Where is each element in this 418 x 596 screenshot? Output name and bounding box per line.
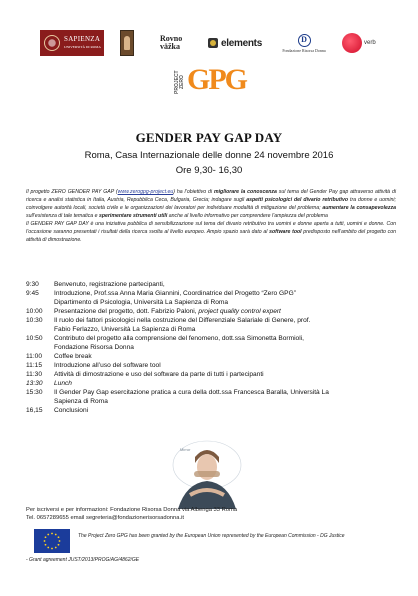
schedule-row: [26, 325, 396, 334]
risorsa-donna-logo: [278, 30, 330, 56]
schedule-time: 16,15: [26, 407, 43, 414]
intro-paragraph-2: Il GENDER PAY GAP DAY è una iniziativa pubblica di sensibilizzazione sul tema del divario retributivo tra uomini e donne aperta a tutti, uomini e donne. Con l’occasione saranno presentati i risultati della ricerca svolta al livello europeo. Ampio spazio sarà dato al software tool predisposto nell’ambito del progetto con attività di dimostrazione.: [26, 221, 396, 243]
eu-star: [45, 536, 47, 538]
risorsa-wordmark: Fondazione Risorsa Donna: [282, 47, 326, 53]
schedule-description: Lunch: [54, 380, 72, 387]
contact-info: [26, 506, 396, 522]
gpg-wordmark: GPG: [187, 63, 246, 96]
eu-flag-icon: [34, 529, 70, 553]
eu-grant-agreement: - Grant agreement JUST/2013/PROG/AG/4862/GE: [26, 557, 140, 563]
schedule-description: Fondazione Risorsa Donna: [54, 344, 134, 351]
schedule-time: 10:00: [26, 308, 43, 315]
eu-star: [55, 534, 57, 536]
schedule-time: 9:30: [26, 281, 39, 288]
schedule-row: [26, 298, 396, 307]
schedule-time: 11:30: [26, 371, 43, 378]
elements-wordmark: elements: [221, 37, 262, 49]
zero-gpg-logo: [174, 63, 246, 97]
schedule-row: [26, 388, 396, 397]
schedule-description: Conclusioni: [54, 407, 89, 414]
sapienza-wordmark: SAPIENZA: [64, 35, 101, 43]
schedule-description: Dipartimento di Psicologia, Università La Sapienza di Roma: [54, 299, 229, 306]
photo-caption: Mirror: [180, 447, 191, 452]
eu-star: [58, 544, 60, 546]
elements-mark-icon: [208, 38, 218, 48]
rovno-line1: Rovno: [160, 34, 183, 43]
schedule-description: Introduzione all’uso del software tool: [54, 362, 161, 369]
eu-funding-note: The Project Zero GPG has been granted by the European Union represented by the European Commission - DG Justice: [78, 533, 345, 539]
schedule-row: [26, 397, 396, 406]
risorsa-mark-icon: D: [298, 34, 311, 47]
schedule-description: Attività di dimostrazione e uso del software da parte di tutti i partecipanti: [54, 371, 264, 378]
schedule-time: 11:00: [26, 353, 43, 360]
schedule-description: Presentazione del progetto, dott. Fabrizio Paloni, project quality control expert: [54, 308, 281, 315]
schedule-row: [26, 316, 396, 325]
eu-star: [51, 533, 53, 535]
eu-star: [58, 536, 60, 538]
schedule-description: Benvenuto, registrazione partecipanti,: [54, 281, 165, 288]
sapienza-subtitle: UNIVERSITÀ DI ROMA: [64, 45, 101, 49]
schedule-row: [26, 307, 396, 316]
schedule-description: Coffee break: [54, 353, 92, 360]
eu-star: [47, 547, 49, 549]
schedule-time: 9:45: [26, 290, 39, 297]
eu-star: [47, 534, 49, 536]
event-location-date: Roma, Casa Internazionale delle donne 24 novembre 2016: [84, 150, 334, 161]
project-link[interactable]: www.zerogpg-project.eu: [117, 189, 174, 195]
intro-text: [26, 188, 396, 244]
page-title: GENDER PAY GAP DAY: [135, 130, 283, 145]
schedule-row: [26, 406, 396, 415]
schedule-description: Fabio Ferlazzo, Università La Sapienza di Roma: [54, 326, 196, 333]
elements-logo: [208, 30, 266, 56]
rovno-line2: väžka: [160, 42, 180, 51]
schedule-row: [26, 361, 396, 370]
schedule-row: [26, 352, 396, 361]
sapienza-seal-icon: [44, 35, 60, 51]
eu-star: [45, 544, 47, 546]
gpg-vertical-text: PROJECT ZERO: [174, 70, 185, 94]
schedule-time: 10:30: [26, 317, 43, 324]
schedule-time: 13:30: [26, 380, 43, 387]
schedule-description: Il Gender Pay Gap esercitazione pratica a cura della dott.ssa Francesca Baralla, Università La: [54, 389, 329, 396]
eu-star: [51, 548, 53, 550]
schedule-description: Contributo del progetto alla comprensione del fenomeno, dott.ssa Simonetta Bormioli,: [54, 335, 304, 342]
schedule-time: [26, 298, 54, 307]
photo-illustration: [150, 437, 264, 509]
event-hours: Ore 9,30- 16,30: [175, 165, 243, 176]
schedule-description: Introduzione, Prof.ssa Anna Maria Giannini, Coordinatrice del Progetto “Zero GPG”: [54, 290, 296, 297]
woman-mirror-photo: [150, 437, 264, 509]
schedule-row: [26, 343, 396, 352]
contact-phone-email: Tel. 0657289655 email segreteria@fondazionerisorsadonna.it: [26, 515, 184, 521]
partner-logos: [40, 30, 380, 56]
schedule-list: [26, 280, 396, 415]
verb-logo: [342, 30, 382, 56]
schedule-row: [26, 334, 396, 343]
eu-star: [44, 540, 46, 542]
schedule-time: 10:50: [26, 335, 43, 342]
schedule-description: Il ruolo dei fattori psicologici nella costruzione del Differenziale Salariale di Genere, prof.: [54, 317, 311, 324]
schedule-description: Sapienza di Roma: [54, 398, 108, 405]
schedule-time: [26, 325, 54, 334]
statue-logo-icon: [120, 30, 134, 56]
schedule-row: [26, 289, 396, 298]
eu-star: [55, 547, 57, 549]
sapienza-logo: [40, 30, 104, 56]
schedule-row: [26, 280, 396, 289]
intro-paragraph-1: Il progetto ZERO GENDER PAY GAP (www.zerogpg-project.eu) ha l’obiettivo di migliorare la conoscenza sul tema del Gender Pay gap attraverso attività di ricerca e analisi statistica in Italia, Austria, Repubblica Ceca, Bulgaria, Grecia; indagare sugli aspetti psicologici del divario retributivo tra donne e uomini; coinvolgere autorità locali, società civile e le organizzazioni dei lavoratori per individuare modalità di mitigazione del problema; aumentare la consapevolezza sull’esistenza di tale tematica e sperimentare strumenti utili anche al livello informativo per comprendere l’ampiezza del problema: [26, 189, 396, 219]
contact-address: Per iscriversi e per informazioni: Fondazione Risorsa Donna via Albenga 33 Roma: [26, 507, 238, 513]
schedule-time: 11:15: [26, 362, 43, 369]
schedule-time: [26, 343, 54, 352]
eu-star: [59, 540, 61, 542]
schedule-time: [26, 397, 54, 406]
schedule-row: [26, 370, 396, 379]
verb-wordmark: verb: [364, 40, 376, 46]
schedule-time: 15:30: [26, 389, 43, 396]
verb-circle-icon: [342, 33, 362, 53]
eu-stars: [34, 529, 70, 553]
schedule-row: [26, 379, 396, 388]
rovnovazka-logo: [160, 30, 192, 56]
